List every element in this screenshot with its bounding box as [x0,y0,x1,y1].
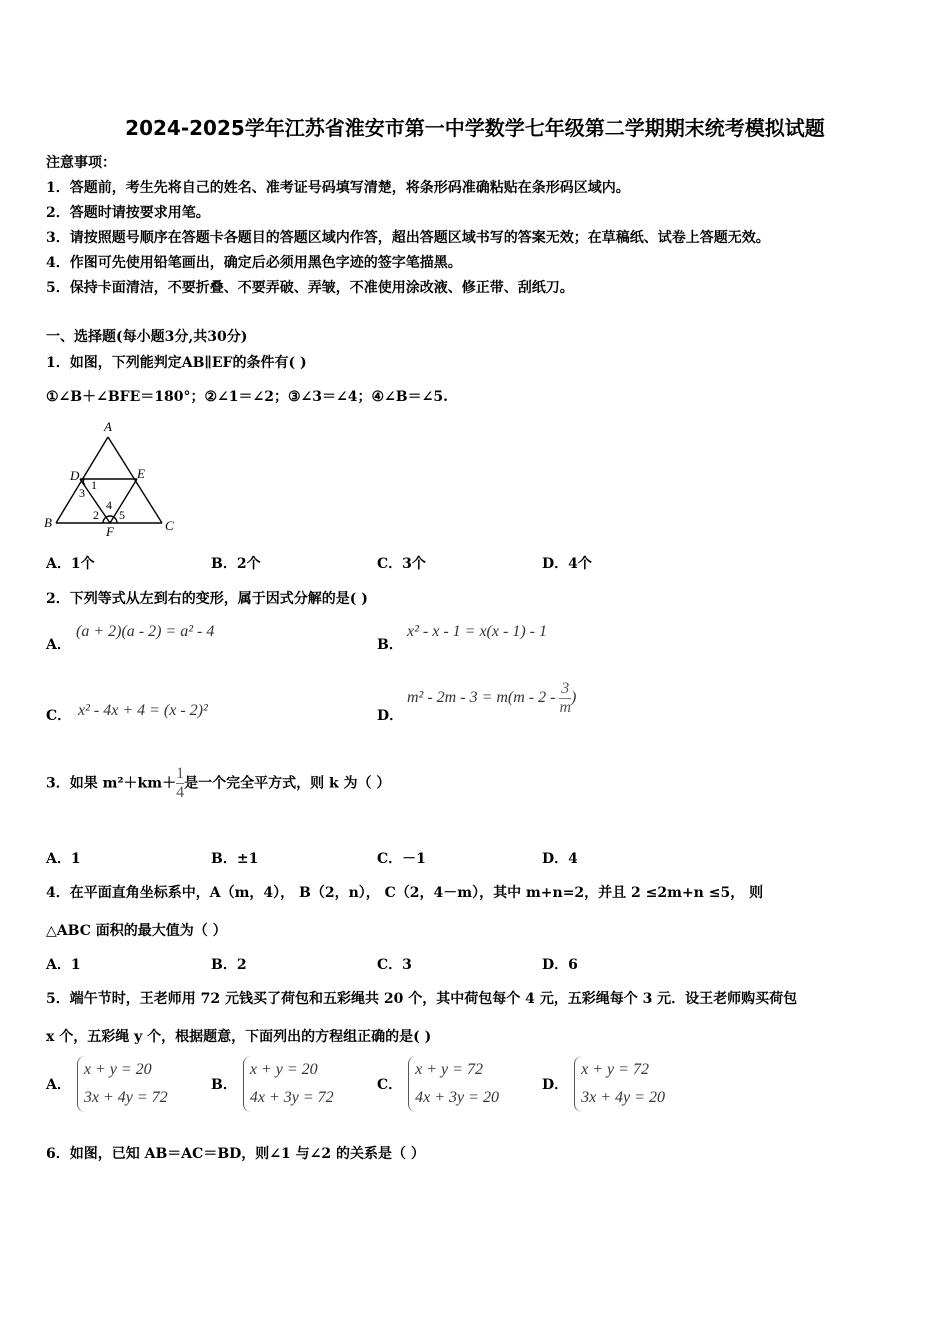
note-item: 2．答题时请按要求用笔。 [46,205,210,221]
q3-option-c[interactable]: C．－1 [377,851,426,867]
svg-text:3: 3 [79,486,85,500]
q1-option-b[interactable]: B．2个 [211,556,261,572]
q2-option-c-math: x² - 4x + 4 = (x - 2)² [78,702,208,719]
svg-text:B: B [44,515,52,530]
q3-option-b[interactable]: B．±1 [211,851,259,867]
question-5-line2: x 个，五彩绳 y 个，根据题意，下面列出的方程组正确的是( ) [46,1029,432,1045]
svg-text:C: C [165,518,174,533]
q4-option-c[interactable]: C．3 [377,957,412,973]
fraction: $\frac{3}{m}$ [559,680,572,716]
svg-text:5: 5 [119,508,125,522]
q1-option-a[interactable]: A．1个 [46,556,95,572]
q5-option-b[interactable]: B． x + y = 20 4x + 3y = 72 [211,1056,334,1112]
svg-text:D: D [70,468,80,483]
q2-option-d-label[interactable]: D． [377,708,404,724]
svg-text:F: F [106,524,114,539]
q4-option-b[interactable]: B．2 [211,957,247,973]
note-item: 1．答题前，考生先将自己的姓名、准考证号码填写清楚，将条形码准确粘贴在条形码区域内。 [46,180,630,196]
question-1-conditions: ①∠B＋∠BFE＝180°；②∠1＝∠2；③∠3＝∠4；④∠B＝∠5. [46,389,448,405]
q4-option-a[interactable]: A．1 [46,957,81,973]
q2-option-a-label[interactable]: A． [46,637,71,653]
question-3-stem: 3．如果 m²＋km＋ $\frac{1}{4}$ 是一个完全平方式，则 k 为（ ） [46,765,391,801]
q2-option-b-label[interactable]: B． [377,637,403,653]
q2-option-d-math: m² - 2m - 3 = m(m - 2 - $\frac{3}{m}$ ) [407,680,577,716]
question-1-stem: 1．如图，下列能判定AB∥EF的条件有( ) [46,355,307,371]
q2-option-a-math: (a + 2)(a - 2) = a² - 4 [76,623,215,640]
svg-text:E: E [137,466,145,481]
q1-option-d[interactable]: D．4个 [542,556,592,572]
note-item: 5．保持卡面清洁，不要折叠、不要弄破、弄皱，不准使用涂改液、修正带、刮纸刀。 [46,280,574,296]
q2-option-b-math: x² - x - 1 = x(x - 1) - 1 [407,623,547,640]
q5-option-a[interactable]: A． x + y = 20 3x + 4y = 72 [46,1056,168,1112]
svg-text:2: 2 [93,508,99,522]
fraction: $\frac{1}{4}$ [176,765,185,801]
svg-text:1: 1 [91,478,97,492]
svg-text:A: A [104,419,112,434]
notes-heading: 注意事项： [46,155,116,171]
q1-option-c[interactable]: C．3个 [377,556,426,572]
question-4-line2: △ABC 面积的最大值为（ ） [46,923,227,939]
q2-option-c-label[interactable]: C． [46,708,72,724]
q5-option-c[interactable]: C． x + y = 72 4x + 3y = 20 [377,1056,499,1112]
question-6-stem: 6．如图，已知 AB＝AC＝BD，则∠1 与∠2 的关系是（ ） [46,1146,425,1162]
question-5-line1: 5．端午节时，王老师用 72 元钱买了荷包和五彩绳共 20 个，其中荷包每个 4 元，五彩绳每个 3 元．设王老师购买荷包 [46,991,798,1007]
page-title: 2024-2025学年江苏省淮安市第一中学数学七年级第二学期期末统考模拟试题 [125,116,825,140]
triangle-figure [40,415,190,540]
q4-option-d[interactable]: D．6 [542,957,578,973]
note-item: 3．请按照题号顺序在答题卡各题目的答题区域内作答，超出答题区域书写的答案无效；在草稿纸、试卷上答题无效。 [46,230,770,246]
svg-text:4: 4 [106,498,112,512]
question-4-line1: 4．在平面直角坐标系中，A（m，4）， B（2，n）， C（2，4－m），其中 m+n=2，并且 2 ≤2m+n ≤5， 则 [46,885,764,901]
q3-option-d[interactable]: D．4 [542,851,578,867]
question-2-stem: 2．下列等式从左到右的变形，属于因式分解的是( ) [46,591,368,607]
section-heading: 一、选择题(每小题3分,共30分) [46,329,248,345]
note-item: 4．作图可先使用铅笔画出，确定后必须用黑色字迹的签字笔描黑。 [46,255,462,271]
q3-option-a[interactable]: A．1 [46,851,81,867]
q5-option-d[interactable]: D． x + y = 72 3x + 4y = 20 [542,1056,665,1112]
